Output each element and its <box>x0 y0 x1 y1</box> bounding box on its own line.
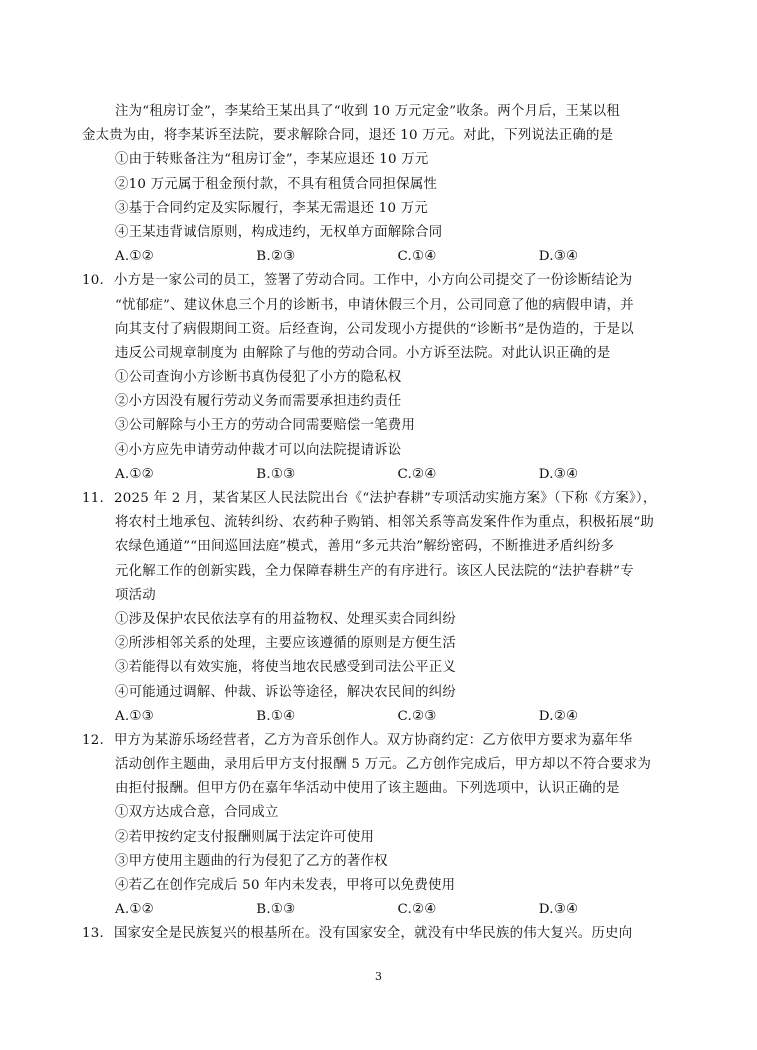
question-11 <box>82 487 680 729</box>
question-text-line: 由拒付报酬。但甲方仍在嘉年华活动中使用了该主题曲。下列选项中，认识正确的是 <box>115 781 620 797</box>
statement-line: ①涉及保护农民依法享有的用益物权、处理买卖合同纠纷 <box>115 611 457 627</box>
option-b[interactable]: B.①④ <box>256 708 296 724</box>
statement-line: ④可能通过调解、仲裁、诉讼等途径，解决农民间的纠纷 <box>115 684 457 700</box>
statement-line: ③公司解除与小王方的劳动合同需要赔偿一笔费用 <box>115 418 416 434</box>
statement-line: ②若甲按约定支付报酬则属于法定许可使用 <box>115 829 375 845</box>
question-text-line: 违反公司规章制度为 由解除了与他的劳动合同。小方诉至法院。对此认识正确的是 <box>115 345 611 361</box>
option-c[interactable]: C.②③ <box>397 708 437 724</box>
answer-options <box>82 245 680 269</box>
option-c[interactable]: C.①④ <box>397 249 437 265</box>
option-c[interactable]: C.②④ <box>397 902 437 918</box>
statement-line: ③甲方使用主题曲的行为侵犯了乙方的著作权 <box>115 853 388 869</box>
question-text-line: 2025 年 2 月，某省某区人民法院出台《“法护春耕”专项活动实施方案》（下称《方案》）， <box>114 491 657 506</box>
question-13 <box>82 922 680 946</box>
option-a[interactable]: A.①③ <box>115 708 154 724</box>
question-number: 13. <box>82 926 105 942</box>
question-9-continued <box>82 100 680 269</box>
question-text-line: 项活动 <box>115 587 156 603</box>
statement-line: ②10 万元属于租金预付款，不具有租赁合同担保属性 <box>115 176 438 192</box>
question-number: 11. <box>82 491 105 506</box>
option-d[interactable]: D.②④ <box>538 708 579 724</box>
answer-options <box>82 463 680 487</box>
statement-line: ④若乙在创作完成后 50 年内未发表，甲将可以免费使用 <box>115 878 456 893</box>
statement-line: ①由于转账备注为“租房订金”，李某应退还 10 万元 <box>115 152 429 168</box>
statement-line: ③若能得以有效实施，将使当地农民感受到司法公平正义 <box>115 660 457 676</box>
statement-line: ④小方应先申请劳动仲裁才可以向法院提请诉讼 <box>115 442 402 458</box>
option-c[interactable]: C.②④ <box>397 466 437 482</box>
option-d[interactable]: D.③④ <box>538 249 579 265</box>
statement-line: ②所涉相邻关系的处理，主要应该遵循的原则是方便生活 <box>115 636 457 652</box>
question-text-line: 将农村土地承包、流转纠纷、农药种子购销、相邻关系等高发案件作为重点，积极拓展“助 <box>115 515 655 531</box>
question-text-line: 注为“租房订金”，李某给王某出具了“收到 10 万元定金”收条。两个月后，王某以租 <box>115 104 621 119</box>
option-d[interactable]: D.③④ <box>538 466 579 482</box>
question-text-line: “忧郁症”、建议休息三个月的诊断书，申请休假三个月，公司同意了他的病假申请，并 <box>115 297 634 313</box>
page-content <box>82 100 680 947</box>
answer-options <box>82 705 680 729</box>
statement-line: ②小方因没有履行劳动义务而需要承担违约责任 <box>115 394 402 410</box>
question-text-line: 小方是一家公司的员工，签署了劳动合同。工作中，小方向公司提交了一份诊断结论为 <box>114 273 633 289</box>
answer-options <box>82 898 680 922</box>
statement-line: ①公司查询小方诊断书真伪侵犯了小方的隐私权 <box>115 370 402 386</box>
question-text-line: 向其支付了病假期间工资。后经查询，公司发现小方提供的“诊断书”是伪造的，于是以 <box>115 321 634 337</box>
question-10 <box>82 269 680 487</box>
statement-line: ③基于合同约定及实际履行，李某无需退还 10 万元 <box>115 200 429 216</box>
question-text-line: 活动创作主题曲，录用后甲方支付报酬 5 万元。乙方创作完成后，甲方却以不符合要求为 <box>115 757 652 773</box>
question-text-line: 元化解工作的创新实践，全力保障春耕生产的有序进行。该区人民法院的“法护春耕”专 <box>115 563 634 579</box>
question-text-line: 甲方为某游乐场经营者，乙方为音乐创作人。双方协商约定：乙方依甲方要求为嘉年华 <box>114 732 633 748</box>
question-text-line: 农绿色通道”“田间巡回法庭”模式，善用“多元共治”解纷密码，不断推进矛盾纠纷多 <box>115 539 615 555</box>
option-b[interactable]: B.①③ <box>256 902 296 918</box>
option-b[interactable]: B.①③ <box>256 466 296 482</box>
question-text-line: 金太贵为由，将李某诉至法院，要求解除合同，退还 10 万元。对此，下列说法正确的是 <box>82 128 614 144</box>
statement-line: ④王某违背诚信原则，构成违约，无权单方面解除合同 <box>115 224 443 240</box>
option-a[interactable]: A.①② <box>115 466 154 482</box>
question-number: 10. <box>82 273 105 289</box>
question-text-line: 国家安全是民族复兴的根基所在。没有国家安全，就没有中华民族的伟大复兴。历史向 <box>114 926 633 942</box>
question-12 <box>82 729 680 923</box>
statement-line: ①双方达成合意，合同成立 <box>115 805 279 821</box>
option-d[interactable]: D.③④ <box>538 902 579 918</box>
page-number: 3 <box>375 970 382 983</box>
option-a[interactable]: A.①② <box>115 902 154 918</box>
question-number: 12. <box>82 732 105 748</box>
option-b[interactable]: B.②③ <box>256 249 296 265</box>
option-a[interactable]: A.①② <box>115 249 154 265</box>
